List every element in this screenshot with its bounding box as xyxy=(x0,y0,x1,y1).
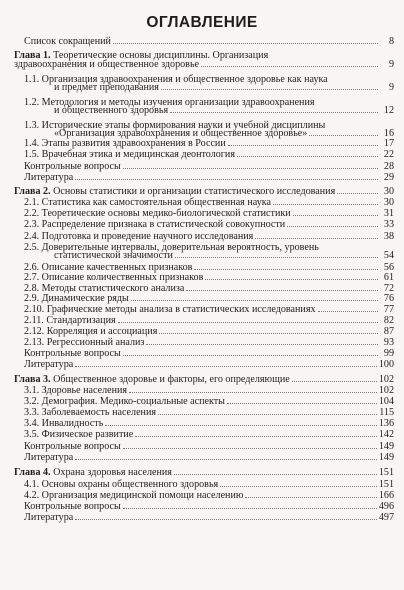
toc-entry xyxy=(14,441,394,452)
toc-page-number: 136 xyxy=(378,418,394,429)
toc-page-number: 104 xyxy=(378,396,394,407)
toc-entry-text: 2.5. Доверительные интервалы, доверительная вероятность, уровень xyxy=(24,242,319,253)
toc-entry-text: Литература xyxy=(24,512,74,523)
toc-entry-title xyxy=(24,161,121,172)
toc-entry-title xyxy=(14,186,335,197)
toc-entry-text: 1.3. Исторические этапы формирования науки и учебной дисциплины xyxy=(24,120,326,131)
dot-leader xyxy=(175,257,378,258)
toc-page-number: 99 xyxy=(383,348,394,359)
toc-page-number: 17 xyxy=(383,138,394,149)
toc-entry-title xyxy=(14,59,199,70)
dot-leader xyxy=(135,436,377,437)
toc-entry-title xyxy=(24,36,111,47)
toc-entry-text: 3.3. Заболеваемость населения xyxy=(24,407,156,418)
toc-entry xyxy=(14,452,394,463)
toc-entry-text: Контрольные вопросы xyxy=(24,441,121,452)
dot-leader xyxy=(75,366,377,367)
toc-entry-title xyxy=(24,208,291,219)
toc-page-number: 93 xyxy=(383,337,394,348)
toc-entry-text: 3.2. Демография. Медико-социальные аспекты xyxy=(24,396,225,407)
toc-entry xyxy=(14,479,394,490)
toc-entry-title xyxy=(24,315,116,326)
toc-entry xyxy=(14,385,394,396)
toc-entry xyxy=(14,348,394,359)
chapter-label: Глава 2. xyxy=(14,186,51,197)
toc-entry-text: Список сокращений xyxy=(24,36,111,47)
toc-page-number: 9 xyxy=(388,59,394,70)
dot-leader xyxy=(273,204,378,205)
toc-entry-title xyxy=(24,149,235,160)
toc-entry-title xyxy=(24,219,285,230)
toc-entry-title xyxy=(24,348,121,359)
toc-entry-text: 2.10. Графические методы анализа в статистических исследованиях xyxy=(24,304,316,315)
toc-entry xyxy=(14,208,394,219)
dot-leader xyxy=(118,322,378,323)
toc-entry-text: Контрольные вопросы xyxy=(24,161,121,172)
chapter-label: Глава 3. xyxy=(14,374,51,385)
toc-entry-title xyxy=(14,374,290,385)
toc-entry xyxy=(14,219,394,230)
dot-leader xyxy=(123,508,377,509)
dot-leader xyxy=(318,311,378,312)
toc-entry-text: 2.6. Описание качественных признаков xyxy=(24,262,193,273)
toc-entry-text: Общественное здоровье и факторы, его определяющие xyxy=(50,374,290,385)
toc-entry-title xyxy=(24,197,271,208)
toc-entry xyxy=(14,197,394,208)
toc-entry xyxy=(14,172,394,183)
dot-leader xyxy=(228,145,378,146)
toc-page-number: 28 xyxy=(383,161,394,172)
toc-page-number: 56 xyxy=(383,262,394,273)
toc-page-number: 496 xyxy=(378,501,394,512)
dot-leader xyxy=(170,112,378,113)
toc-page-number: 72 xyxy=(383,283,394,294)
chapter-label: Глава 1. xyxy=(14,50,51,61)
toc-entry xyxy=(14,337,394,348)
toc-entry-text: 2.8. Методы статистического анализа xyxy=(24,283,185,294)
toc-entry xyxy=(14,149,394,160)
toc-entry xyxy=(14,374,394,385)
toc-entry-title xyxy=(24,172,73,183)
toc-entry-title xyxy=(24,490,243,501)
toc-entry-title xyxy=(24,337,144,348)
toc-entry xyxy=(14,359,394,370)
dot-leader xyxy=(245,497,376,498)
toc-entry-title xyxy=(24,359,73,370)
toc-entry-text: 3.4. Инвалидность xyxy=(24,418,104,429)
toc-entry-title xyxy=(24,326,157,337)
toc-page-number: 31 xyxy=(383,208,394,219)
toc-entry xyxy=(14,501,394,512)
toc-entry-text: Литература xyxy=(24,172,74,183)
toc-entry-text: 4.1. Основы охраны общественного здоровья xyxy=(24,479,219,490)
toc-page-number: 102 xyxy=(378,385,394,396)
toc-entry-text: статистической значимости xyxy=(54,250,173,261)
chapter-label: Глава 4. xyxy=(14,467,51,478)
toc-page-number: 166 xyxy=(378,490,394,501)
toc-entry-title xyxy=(54,250,173,261)
dot-leader xyxy=(123,355,378,356)
toc-entry-text: 3.1. Здоровье населения xyxy=(24,385,128,396)
toc-entry-text: 2.13. Регрессионный анализ xyxy=(24,337,145,348)
dot-leader xyxy=(309,135,378,136)
toc-entry xyxy=(14,272,394,283)
toc-page-number: 151 xyxy=(378,479,394,490)
toc-page-number: 497 xyxy=(378,512,394,523)
toc-entry xyxy=(14,36,394,47)
dot-leader xyxy=(161,89,378,90)
toc-entry-text: 2.12. Корреляция и ассоциация xyxy=(24,326,158,337)
dot-leader xyxy=(113,43,378,44)
toc-entry-text: Охрана здоровья населения xyxy=(50,467,172,478)
dot-leader xyxy=(123,168,378,169)
toc-entry-text: 3.5. Физическое развитие xyxy=(24,429,134,440)
toc-entry-text: 4.2. Организация медицинской помощи населению xyxy=(24,490,244,501)
toc-entry-text: 2.7. Описание количественных признаков xyxy=(24,272,204,283)
toc-entry-text: 2.11. Стандартизация xyxy=(24,315,116,326)
toc-page-number: 29 xyxy=(383,172,394,183)
toc-entry xyxy=(14,138,394,149)
dot-leader xyxy=(75,179,378,180)
toc-entry-text: Контрольные вопросы xyxy=(24,348,121,359)
toc-entry-title xyxy=(24,479,218,490)
toc-entry xyxy=(14,186,394,197)
dot-leader xyxy=(146,344,378,345)
toc-entry xyxy=(14,105,394,116)
toc-page-number: 87 xyxy=(383,326,394,337)
toc-page-number: 100 xyxy=(378,359,394,370)
toc-entry-title xyxy=(24,429,133,440)
toc-entry-text: и предмет преподавания xyxy=(54,82,159,93)
toc-entry-text: 1.5. Врачебная этика и медицинская деонтология xyxy=(24,149,235,160)
dot-leader xyxy=(131,300,378,301)
dot-leader xyxy=(75,519,377,520)
dot-leader xyxy=(237,156,378,157)
toc-entry-title xyxy=(54,82,159,93)
toc-entry-text: Основы статистики и организации статистического исследования xyxy=(50,186,336,197)
toc-entry-text: 1.4. Этапы развития здравоохранения в России xyxy=(24,138,226,149)
dot-leader xyxy=(255,238,378,239)
dot-leader xyxy=(293,215,378,216)
toc-entry-title xyxy=(24,501,121,512)
dot-leader xyxy=(75,459,377,460)
toc-entry xyxy=(14,161,394,172)
toc-page-number: 54 xyxy=(383,250,394,261)
dot-leader xyxy=(186,290,378,291)
toc-entry-text: Контрольные вопросы xyxy=(24,501,121,512)
toc-entry-text: Теоретические основы дисциплины. Организация xyxy=(50,50,269,61)
dot-leader xyxy=(194,269,378,270)
toc-entry-text: 2.9. Динамические ряды xyxy=(24,293,129,304)
toc-page-number: 149 xyxy=(378,441,394,452)
toc-entry-text: 2.3. Распределение признака в статистической совокупности xyxy=(24,219,286,230)
dot-leader xyxy=(174,474,377,475)
toc-page-number: 30 xyxy=(383,186,394,197)
toc-entry-title xyxy=(24,304,316,315)
toc-page-number: 77 xyxy=(383,304,394,315)
toc-entry-title xyxy=(24,293,129,304)
toc-page-number: 82 xyxy=(383,315,394,326)
toc-page-number: 61 xyxy=(383,272,394,283)
dot-leader xyxy=(158,414,377,415)
toc-entry xyxy=(14,467,394,478)
dot-leader xyxy=(123,448,377,449)
dot-leader xyxy=(129,392,377,393)
toc-page-number: 16 xyxy=(383,128,394,139)
toc-entry xyxy=(14,326,394,337)
toc-entry-text: 1.2. Методология и методы изучения организации здравоохранения xyxy=(24,97,315,108)
toc-entry xyxy=(14,293,394,304)
dot-leader xyxy=(220,486,377,487)
toc-entry-title xyxy=(24,407,156,418)
dot-leader xyxy=(201,66,378,67)
dot-leader xyxy=(105,425,377,426)
toc-entry-title xyxy=(24,512,73,523)
toc-entry-title xyxy=(24,138,226,149)
toc-entry xyxy=(14,250,394,261)
dot-leader xyxy=(337,193,378,194)
toc-entry xyxy=(14,304,394,315)
toc-entry-title xyxy=(24,272,203,283)
toc-entry-text: Литература xyxy=(24,452,74,463)
toc-entry-text: 2.4. Подготовка и проведение научного исследования xyxy=(24,231,254,242)
toc-page-number: 9 xyxy=(388,82,394,93)
toc-entry-title xyxy=(24,441,121,452)
toc-entry xyxy=(14,490,394,501)
toc-entry-title xyxy=(24,452,73,463)
toc-entry xyxy=(14,315,394,326)
toc-entry-title xyxy=(24,385,127,396)
toc-entry-text: 2.1. Статистика как самостоятельная общественная наука xyxy=(24,197,272,208)
toc-page-number: 142 xyxy=(378,429,394,440)
toc-page-number: 102 xyxy=(378,374,394,385)
toc-entry-title xyxy=(54,105,168,116)
dot-leader xyxy=(227,403,377,404)
toc-page-number: 76 xyxy=(383,293,394,304)
toc-entry xyxy=(14,59,394,70)
dot-leader xyxy=(292,381,377,382)
toc-entry xyxy=(14,407,394,418)
toc-entry-title xyxy=(24,396,225,407)
dot-leader xyxy=(159,333,378,334)
page-title: ОГЛАВЛЕНИЕ xyxy=(146,14,258,31)
dot-leader xyxy=(287,226,378,227)
toc-entry xyxy=(14,396,394,407)
toc-entry-text: «Организация здравоохранения и общественное здоровье» xyxy=(54,128,308,139)
toc-entry xyxy=(14,429,394,440)
toc-entry xyxy=(14,231,394,242)
toc-entry-text: 2.2. Теоретические основы медико-биологической статистики xyxy=(24,208,291,219)
toc-entry xyxy=(14,418,394,429)
toc-page-number: 38 xyxy=(383,231,394,242)
toc-entry-title xyxy=(24,418,103,429)
toc-entry-text: 1.1. Организация здравоохранения и общественное здоровье как наука xyxy=(24,74,328,85)
dot-leader xyxy=(205,279,378,280)
toc-entry-text: и общественного здоровья xyxy=(54,105,169,116)
toc-entry xyxy=(14,512,394,523)
toc-entry-title xyxy=(24,231,253,242)
toc-page-number: 8 xyxy=(388,36,394,47)
toc-page-number: 33 xyxy=(383,219,394,230)
toc-page-number: 149 xyxy=(378,452,394,463)
toc-entry-text: Литература xyxy=(24,359,74,370)
toc-page-number: 12 xyxy=(383,105,394,116)
toc-page-number: 115 xyxy=(379,407,394,418)
toc-entry-title xyxy=(14,467,172,478)
toc-entry xyxy=(14,82,394,93)
toc-entry-text: здравоохранения и общественное здоровье xyxy=(14,59,200,70)
toc-page-number: 151 xyxy=(378,467,394,478)
toc-page-number: 30 xyxy=(383,197,394,208)
toc-page-number: 22 xyxy=(383,149,394,160)
